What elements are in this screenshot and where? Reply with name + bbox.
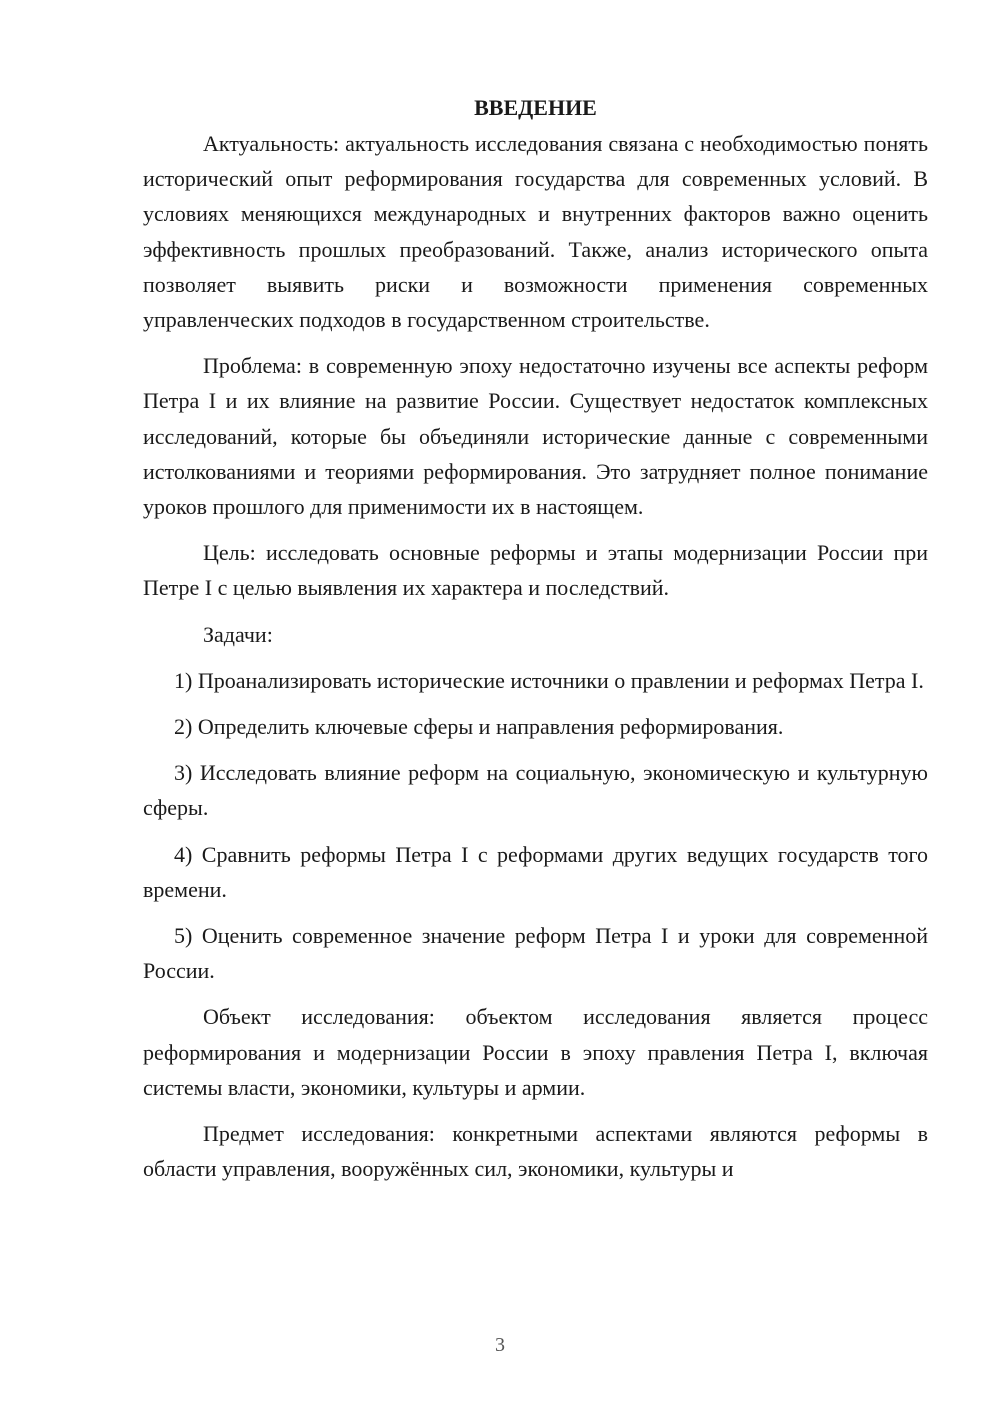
relevance-paragraph: Актуальность: актуальность исследования связана с необходимостью понять исторический опыт реформирования государства для современных условий. В условиях меняющихся международных и внутренних факторов важно оценить эффективность прошлых преобразований. Также, анализ исторического опыта позволяет выявить риски и возможности применения современных управленческих подходов в государственном строительстве. [143, 131, 928, 333]
task-item-3: 3) Исследовать влияние реформ на социальную, экономическую и культурную сферы. [143, 760, 928, 821]
goal-paragraph: Цель: исследовать основные реформы и этапы модернизации России при Петре I с целью выявления их характера и последствий. [143, 540, 928, 601]
problem-paragraph: Проблема: в современную эпоху недостаточно изучены все аспекты реформ Петра I и их влияние на развитие России. Существует недостаток комплексных исследований, которые бы объединяли исторические данные с современными истолкованиями и теориями реформирования. Это затрудняет полное понимание уроков прошлого для применимости их в настоящем. [143, 353, 928, 520]
object-paragraph: Объект исследования: объектом исследования является процесс реформирования и модернизации России в эпоху правления Петра I, включая системы власти, экономики, культуры и армии. [143, 1004, 928, 1100]
task-item-1: 1) Проанализировать исторические источники о правлении и реформах Петра I. [174, 667, 924, 693]
section-heading: ВВЕДЕНИЕ [474, 95, 597, 120]
document-page [143, 90, 928, 1197]
task-item-2: 2) Определить ключевые сферы и направления реформирования. [174, 714, 784, 740]
tasks-label: Задачи: [203, 621, 273, 647]
subject-paragraph: Предмет исследования: конкретными аспектами являются реформы в области управления, вооружённых сил, экономики, культуры и [143, 1121, 928, 1182]
task-item-4: 4) Сравнить реформы Петра I с реформами других ведущих государств того времени. [143, 841, 928, 902]
page-number: 3 [495, 1334, 505, 1356]
task-item-5: 5) Оценить современное значение реформ Петра I и уроки для современной России. [143, 923, 928, 984]
